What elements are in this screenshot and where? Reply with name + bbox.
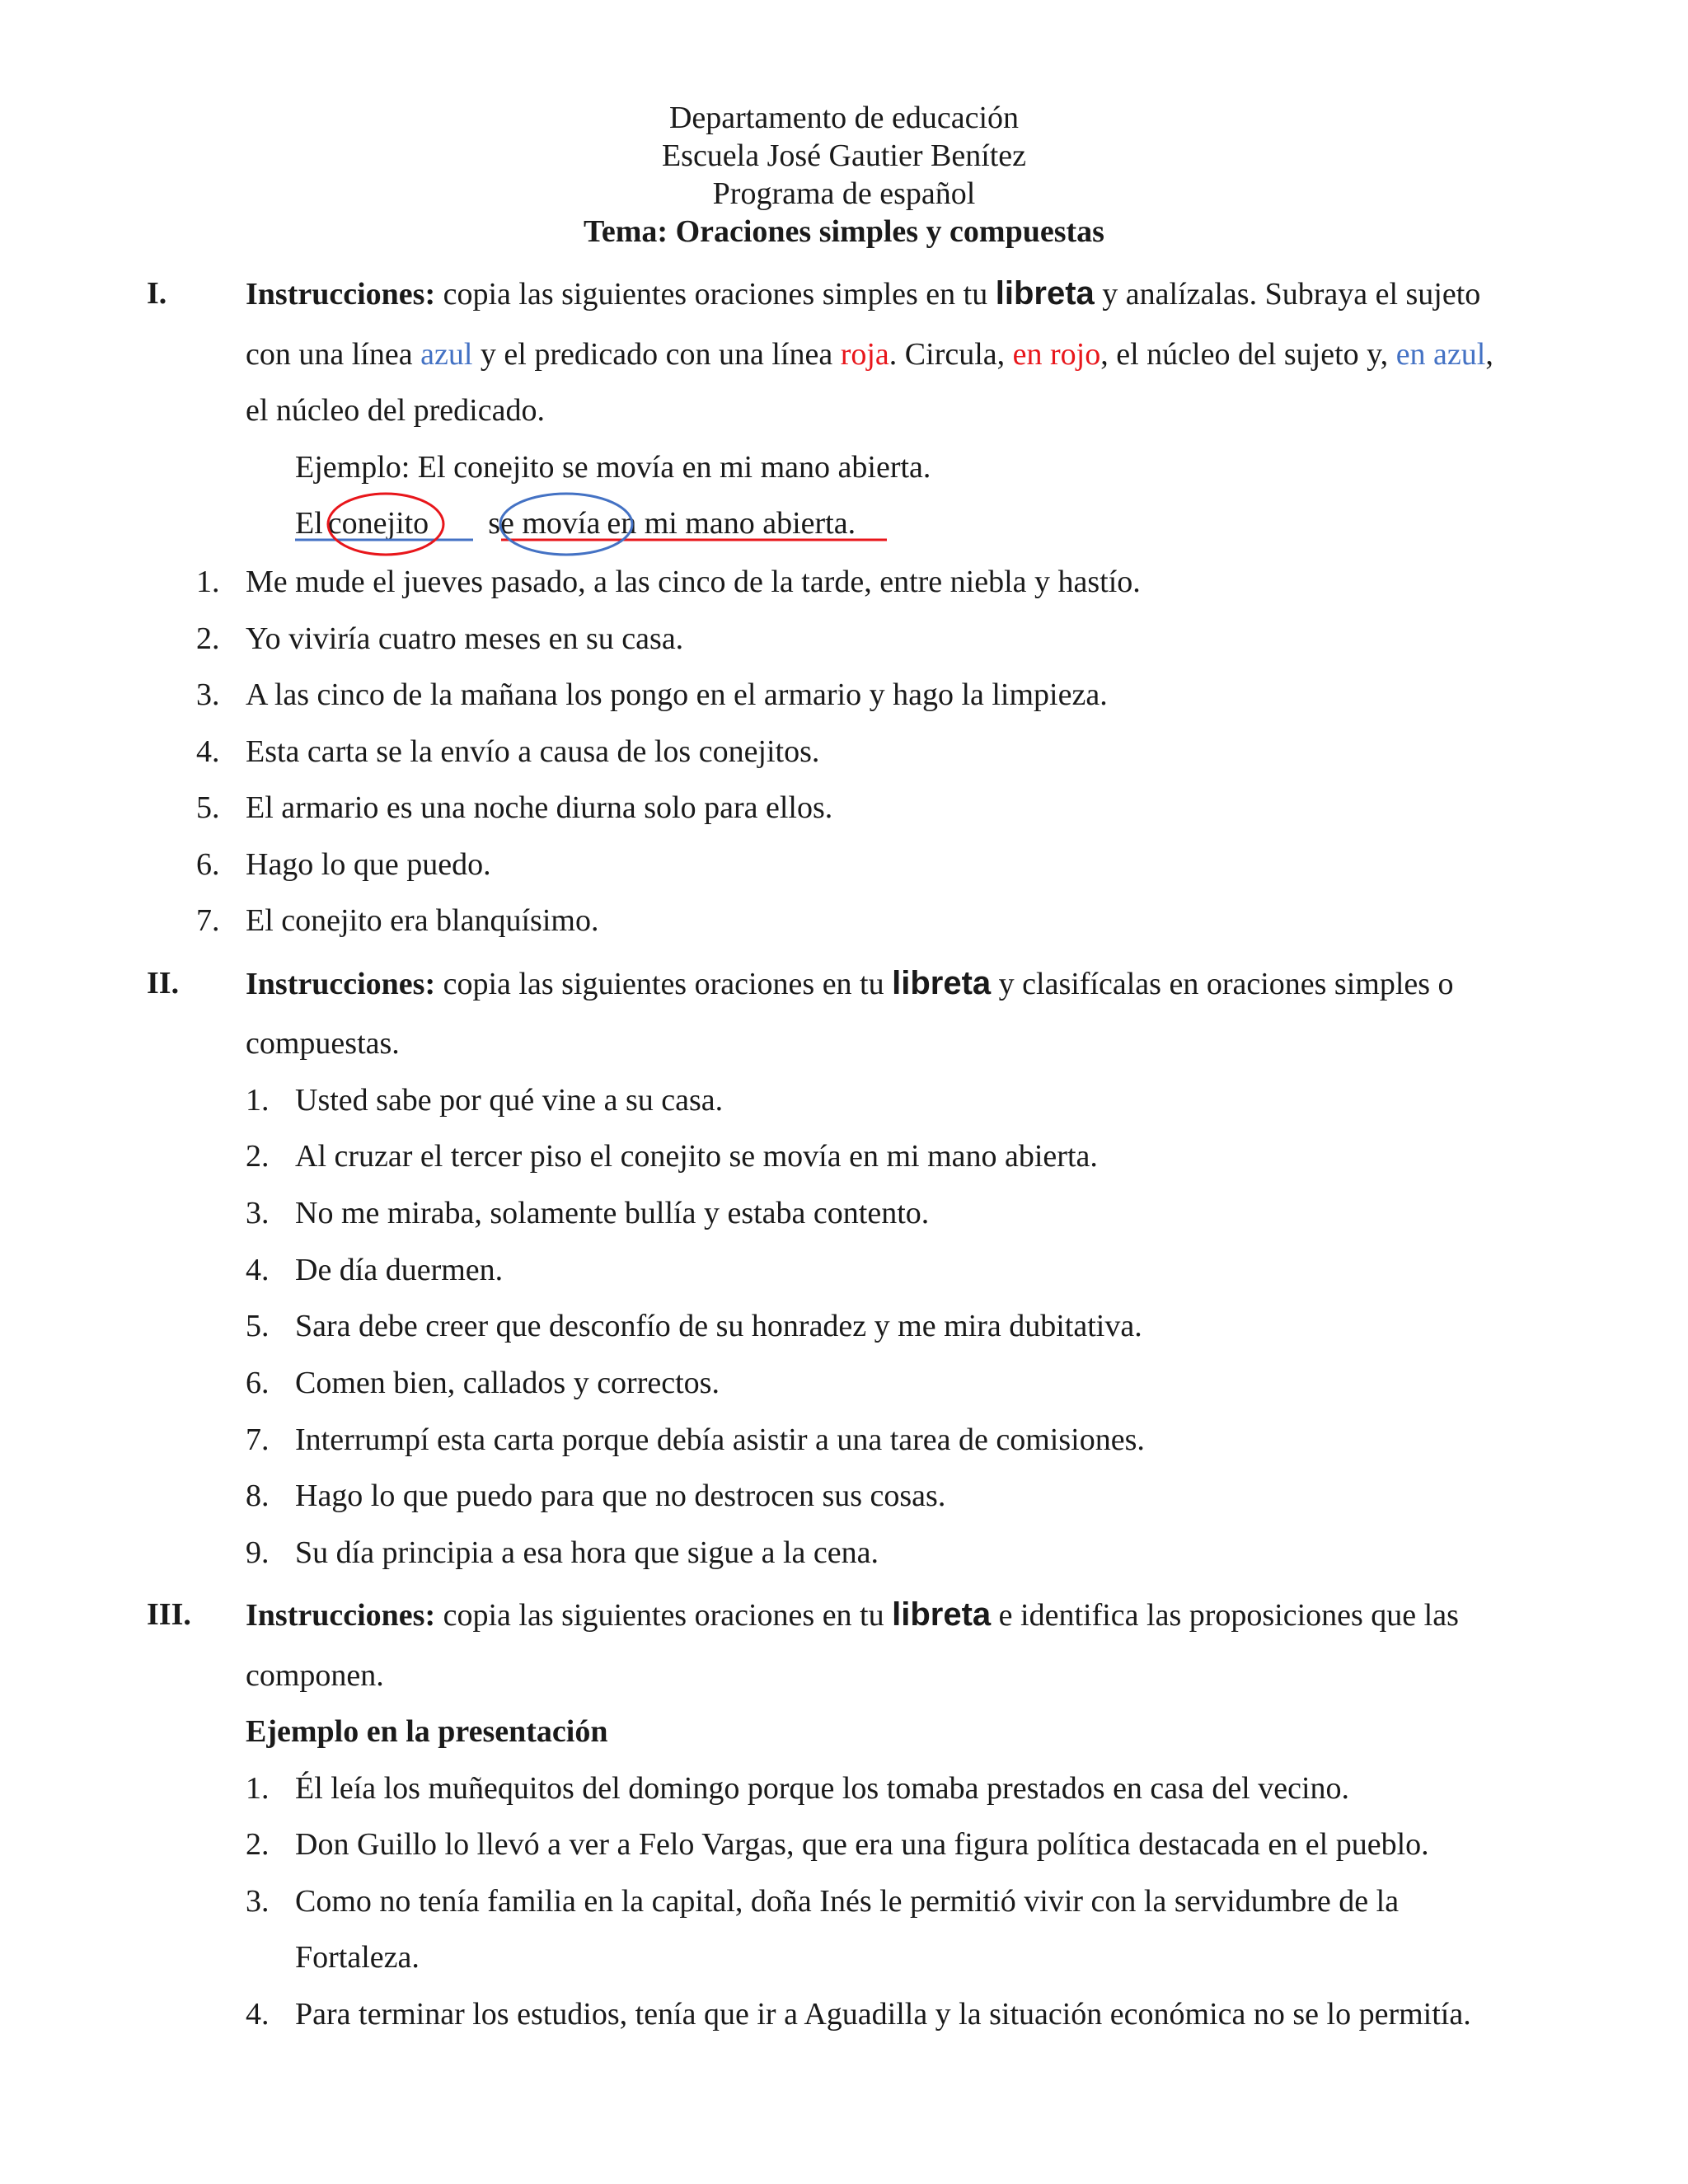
list-item	[246, 1307, 1142, 1345]
example-period: .	[847, 506, 856, 541]
header-department: Departamento de educación	[668, 101, 1020, 135]
list-item	[246, 1081, 723, 1119]
list-item-text: Al cruzar el tercer piso el conejito se movía en mi mano abierta.	[295, 1139, 1098, 1174]
libreta-word: libreta	[892, 1596, 992, 1633]
list-item-text: Interrumpí esta carta porque debía asistir a una tarea de comisiones.	[295, 1422, 1145, 1457]
list-number: 3.	[246, 1884, 270, 1919]
list-number: 1.	[246, 1771, 270, 1806]
list-number: 7.	[246, 1422, 270, 1457]
list-item	[246, 1194, 929, 1232]
instructions-text: copia las siguientes oraciones simples en tu	[435, 277, 996, 312]
list-item-text: Comen bien, callados y correctos.	[295, 1366, 720, 1400]
example-predicate-rest: en mi mano abierta	[607, 506, 848, 541]
list-number: 4.	[246, 1253, 270, 1287]
list-item	[246, 1882, 1399, 1920]
list-item	[246, 1769, 1349, 1807]
section-1-example: Ejemplo: El conejito se movía en mi mano abierta.	[295, 450, 931, 485]
list-number: 5.	[196, 790, 220, 825]
list-item	[246, 1825, 1429, 1863]
section-2-instructions-line1	[246, 964, 1454, 1003]
list-number: 3.	[246, 1196, 270, 1230]
list-item	[246, 1364, 720, 1402]
list-number: 2.	[196, 621, 220, 656]
list-item-text: Él leía los muñequitos del domingo porque los tomaba prestados en casa del vecino.	[295, 1771, 1350, 1806]
list-number: 7.	[196, 903, 220, 938]
header-topic: Tema: Oraciones simples y compuestas	[584, 214, 1104, 249]
list-item-continuation: Fortaleza.	[295, 1940, 420, 1975]
list-item	[246, 1137, 1098, 1175]
list-item	[196, 902, 598, 940]
section-3-instructions-line2: componen.	[246, 1658, 384, 1693]
list-number: 1.	[246, 1083, 270, 1118]
list-item-text: Don Guillo lo llevó a ver a Felo Vargas, que era una figura política destacada en el pueblo.	[295, 1827, 1429, 1862]
list-item	[246, 1534, 879, 1572]
list-number: 2.	[246, 1139, 270, 1174]
list-item-text: El conejito era blanquísimo.	[246, 903, 599, 938]
instructions-text: con una línea	[246, 337, 421, 372]
instructions-text: copia las siguientes oraciones en tu	[435, 967, 893, 1001]
list-number: 4.	[196, 734, 220, 769]
instructions-text: y clasifícalas en oraciones simples o	[991, 967, 1454, 1001]
list-item-text: Hago lo que puedo para que no destrocen sus cosas.	[295, 1479, 946, 1513]
predicate-nucleus-circle	[500, 494, 632, 555]
instructions-label: Instrucciones:	[246, 277, 436, 312]
list-item	[196, 620, 683, 658]
instructions-text: y analízalas. Subraya el sujeto	[1094, 277, 1481, 312]
list-item-text: Esta carta se la envío a causa de los conejitos.	[246, 734, 820, 769]
list-item-text: A las cinco de la mañana los pongo en el armario y hago la limpieza.	[246, 677, 1108, 712]
list-item-text: Me mude el jueves pasado, a las cinco de la tarde, entre niebla y hastío.	[246, 565, 1141, 599]
section-1-instructions-line3: el núcleo del predicado.	[246, 393, 545, 428]
example-subject-nucleus: conejito	[327, 506, 429, 541]
example-word-el: El	[295, 506, 323, 541]
libreta-word: libreta	[892, 965, 992, 1001]
instructions-text: , el núcleo del sujeto y,	[1100, 337, 1396, 372]
list-number: 9.	[246, 1535, 270, 1570]
list-item	[196, 789, 832, 827]
list-item	[246, 1995, 1471, 2033]
subject-nucleus-circle	[328, 494, 443, 555]
word-en-rojo: en rojo	[1012, 337, 1101, 372]
instructions-label: Instrucciones:	[246, 1598, 436, 1633]
instructions-text: . Circula,	[889, 337, 1013, 372]
list-item	[196, 676, 1108, 714]
list-number: 6.	[246, 1366, 270, 1400]
section-3-instructions-line1	[246, 1596, 1459, 1634]
instructions-label: Instrucciones:	[246, 967, 436, 1001]
list-item-text: Usted sabe por qué vine a su casa.	[295, 1083, 724, 1118]
list-item-text: Para terminar los estudios, tenía que ir a Aguadilla y la situación económica no se lo permitía.	[295, 1997, 1471, 2032]
header-school: Escuela José Gautier Benítez	[661, 138, 1027, 173]
list-item-text: Hago lo que puedo.	[246, 847, 491, 882]
list-item-text: Sara debe creer que desconfío de su honradez y me mira dubitativa.	[295, 1309, 1142, 1343]
list-item	[246, 1477, 945, 1515]
list-item-text: Yo viviría cuatro meses en su casa.	[246, 621, 684, 656]
list-item	[246, 1421, 1145, 1459]
section-2-numeral: II.	[147, 966, 180, 1001]
section-3-numeral: III.	[147, 1597, 191, 1632]
section-1-numeral: I.	[147, 276, 167, 311]
list-number: 5.	[246, 1309, 270, 1343]
example-predicate-nucleus: se movía	[488, 506, 601, 541]
list-item-text: Su día principia a esa hora que sigue a la cena.	[295, 1535, 879, 1570]
list-item-text: De día duermen.	[295, 1253, 504, 1287]
list-number: 2.	[246, 1827, 270, 1862]
section-3-example-heading: Ejemplo en la presentación	[246, 1714, 608, 1749]
word-roja: roja	[840, 337, 889, 372]
list-number: 1.	[196, 565, 220, 599]
list-item-text: Como no tenía familia en la capital, doña Inés le permitió vivir con la servidumbre de la	[295, 1884, 1400, 1919]
libreta-word: libreta	[995, 275, 1095, 312]
list-item	[246, 1251, 503, 1289]
list-item-text: El armario es una noche diurna solo para ellos.	[246, 790, 833, 825]
list-item-text: No me miraba, solamente bullía y estaba contento.	[295, 1196, 930, 1230]
list-item	[196, 563, 1141, 601]
instructions-text: copia las siguientes oraciones en tu	[435, 1598, 893, 1633]
list-item	[196, 733, 819, 771]
header-program: Programa de español	[712, 176, 976, 211]
instructions-text: e identifica las proposiciones que las	[991, 1598, 1459, 1633]
section-2-instructions-line2: compuestas.	[246, 1026, 400, 1061]
list-number: 4.	[246, 1997, 270, 2032]
list-number: 3.	[196, 677, 220, 712]
list-number: 6.	[196, 847, 220, 882]
list-item	[196, 846, 491, 883]
instructions-text: ,	[1485, 337, 1493, 372]
word-en-azul: en azul	[1395, 337, 1486, 372]
list-number: 8.	[246, 1479, 270, 1513]
instructions-text: y el predicado con una línea	[472, 337, 841, 372]
word-azul: azul	[420, 337, 473, 372]
